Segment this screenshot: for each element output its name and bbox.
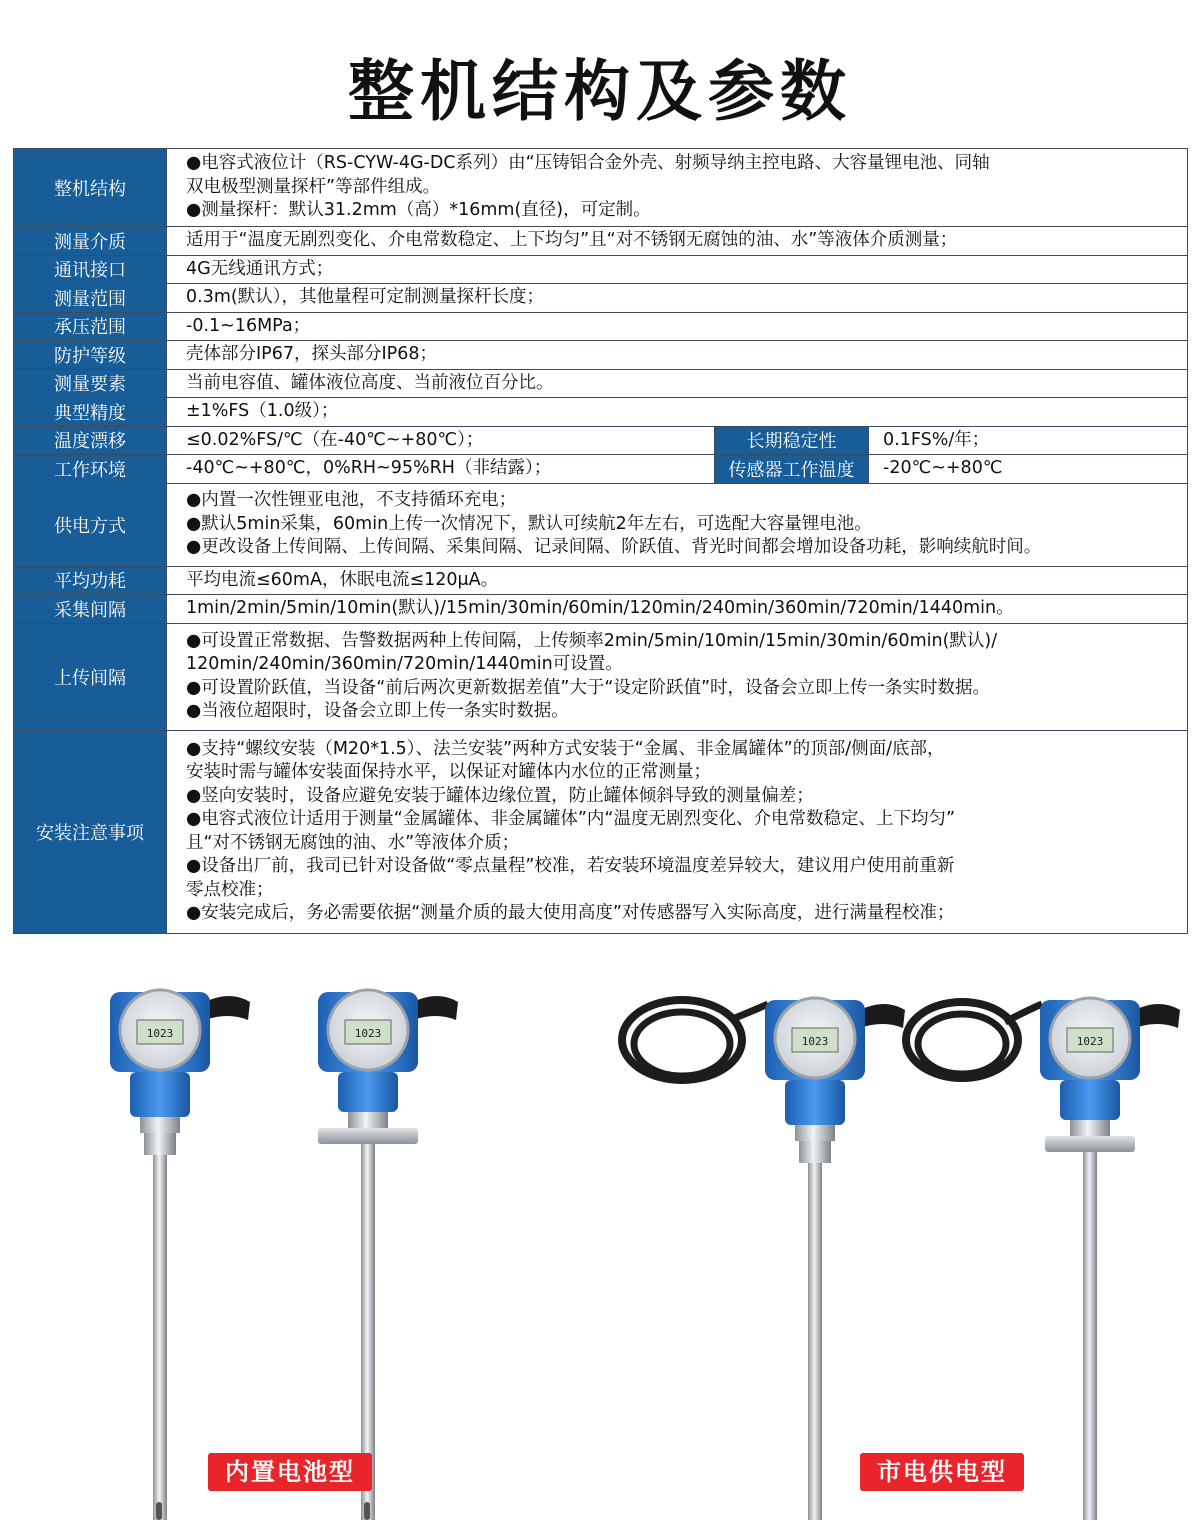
spec-value (167, 341, 1188, 370)
spec-label: 工作环境 (14, 455, 167, 484)
device-threaded-mains (622, 998, 905, 1520)
spec-label: 承压范围 (14, 312, 167, 341)
spec-row (14, 255, 1188, 284)
spec-value (167, 227, 1188, 256)
spec-value (167, 369, 1188, 398)
spec-value-line: 0.3m(默认），其他量程可定制测量探杆长度； (186, 287, 544, 307)
spec-value (167, 149, 1188, 227)
spec-value-line: ●当液位超限时，设备会立即上传一条实时数据。 (186, 701, 569, 721)
spec-label: 安装注意事项 (14, 730, 167, 933)
spec-row (14, 312, 1188, 341)
lcd-reading: 1023 (354, 1027, 382, 1040)
spec-value-line: ●默认5min采集，60min上传一次情况下，默认可续航2年左右，可选配大容量锂电池。 (186, 513, 872, 534)
spec-row (14, 369, 1188, 398)
spec-row (14, 730, 1188, 933)
spec-value (167, 566, 1188, 595)
page-title: 整机结构及参数 (348, 53, 852, 130)
spec-value-line: -0.1~16MPa； (186, 315, 311, 336)
lcd-reading: 1023 (1076, 1035, 1104, 1048)
spec-value (167, 312, 1188, 341)
spec-row (14, 341, 1188, 370)
spec-row (14, 483, 1188, 566)
spec-value-line: ●安装完成后，务必需要依据“测量介质的最大使用高度”对传感器写入实际高度，进行满量程校准； (186, 903, 955, 923)
spec-value-line: 壳体部分IP67，探头部分IP68； (186, 344, 437, 364)
spec-value-line: 4G无线通讯方式； (186, 258, 334, 279)
spec-label: 温度漂移 (14, 426, 167, 455)
spec-value-line: 安装时需与罐体安装面保持水平，以保证对罐体内水位的正常测量； (186, 762, 711, 782)
spec-value-line: ●可设置正常数据、告警数据两种上传间隔，上传频率2min/5min/10min/15min/30min/60min(默认)/ (186, 630, 998, 651)
spec-value-line: ●支持“螺纹安装（M20*1.5）、法兰安装”两种方式安装于“金属、非金属罐体”的顶部/侧面/底部， (186, 738, 945, 759)
spec-value-line: 适用于“温度无剧烈变化、介电常数稳定、上下均匀”且“对不锈钢无腐蚀的油、水”等液体介质测量； (186, 230, 958, 250)
spec-row (14, 149, 1188, 227)
spec-value-line: ●电容式液位计适用于测量“金属罐体、非金属罐体”内“温度无剧烈变化、介电常数稳定、上下均匀” (186, 809, 956, 829)
product-photos (0, 960, 1200, 1520)
spec-row (14, 227, 1188, 256)
spec-sub-value: 0.1FS%/年； (869, 426, 1188, 455)
spec-value (167, 398, 1188, 427)
spec-value-line: ±1%FS（1.0级）； (186, 401, 339, 421)
spec-value-line: 平均电流≤60mA，休眠电流≤120μA。 (186, 569, 499, 590)
device-flanged-mains (906, 998, 1180, 1520)
spec-row (14, 566, 1188, 595)
spec-value: -40℃~+80℃，0%RH~95%RH（非结露）； (167, 455, 715, 484)
spec-label: 采集间隔 (14, 595, 167, 624)
spec-value-line: ●可设置阶跃值，当设备“前后两次更新数据差值”大于“设定阶跃值”时，设备会立即上传一条实时数据。 (186, 677, 991, 698)
spec-label: 上传间隔 (14, 623, 167, 730)
spec-value (167, 255, 1188, 284)
spec-value (167, 284, 1188, 313)
spec-value-line: 双电极型测量探杆”等部件组成。 (186, 176, 441, 197)
product-illustration (0, 960, 1200, 1520)
spec-label: 供电方式 (14, 483, 167, 566)
spec-row (14, 426, 1188, 455)
spec-table (13, 148, 1188, 934)
device-threaded-battery (110, 990, 250, 1520)
spec-label: 整机结构 (14, 149, 167, 227)
spec-value-line: ●测量探杆：默认31.2mm（高）*16mm(直径)，可定制。 (186, 200, 651, 221)
spec-row (14, 455, 1188, 484)
spec-value-line: ●电容式液位计（RS-CYW-4G-DC系列）由“压铸铝合金外壳、射频导纳主控电路、大容量锂电池、同轴 (186, 153, 990, 174)
spec-value-line: 当前电容值、罐体液位高度、当前液位百分比。 (186, 372, 554, 393)
spec-row (14, 284, 1188, 313)
spec-sub-label: 传感器工作温度 (715, 455, 869, 484)
spec-label: 防护等级 (14, 341, 167, 370)
device-flanged-battery (318, 990, 458, 1520)
lcd-reading: 1023 (801, 1035, 829, 1048)
spec-label: 测量介质 (14, 227, 167, 256)
spec-label: 测量要素 (14, 369, 167, 398)
spec-value-line: ●内置一次性锂亚电池，不支持循环充电； (186, 490, 517, 511)
spec-row (14, 398, 1188, 427)
lcd-reading: 1023 (146, 1027, 174, 1040)
spec-value-line: 1min/2min/5min/10min(默认)/15min/30min/60min/120min/240min/360min/720min/1440min。 (186, 598, 1014, 618)
spec-value (167, 623, 1188, 730)
spec-label: 平均功耗 (14, 566, 167, 595)
spec-label: 典型精度 (14, 398, 167, 427)
mains-type-badge: 市电供电型 (860, 1453, 1024, 1491)
spec-value (167, 730, 1188, 933)
spec-value-line: 120min/240min/360min/720min/1440min可设置。 (186, 654, 623, 674)
spec-row (14, 623, 1188, 730)
spec-value-line: ●更改设备上传间隔、上传间隔、采集间隔、记录间隔、阶跃值、背光时间都会增加设备功耗，影响续航时间。 (186, 537, 1042, 558)
spec-label: 通讯接口 (14, 255, 167, 284)
spec-value-line: ●设备出厂前，我司已针对设备做“零点量程”校准，若安装环境温度差异较大，建议用户使用前重新 (186, 856, 955, 876)
spec-label: 测量范围 (14, 284, 167, 313)
spec-sub-label: 长期稳定性 (715, 426, 869, 455)
spec-value-line: 且“对不锈钢无腐蚀的油、水”等液体介质； (186, 832, 520, 853)
battery-type-badge: 内置电池型 (208, 1453, 372, 1491)
spec-row (14, 595, 1188, 624)
spec-value (167, 595, 1188, 624)
spec-value: ≤0.02%FS/℃（在-40℃~+80℃）； (167, 426, 715, 455)
spec-value-line: ●竖向安装时，设备应避免安装于罐体边缘位置，防止罐体倾斜导致的测量偏差； (186, 785, 814, 806)
spec-value (167, 483, 1188, 566)
spec-value-line: 零点校准； (186, 879, 274, 900)
spec-sub-value: -20℃~+80℃ (869, 455, 1188, 484)
